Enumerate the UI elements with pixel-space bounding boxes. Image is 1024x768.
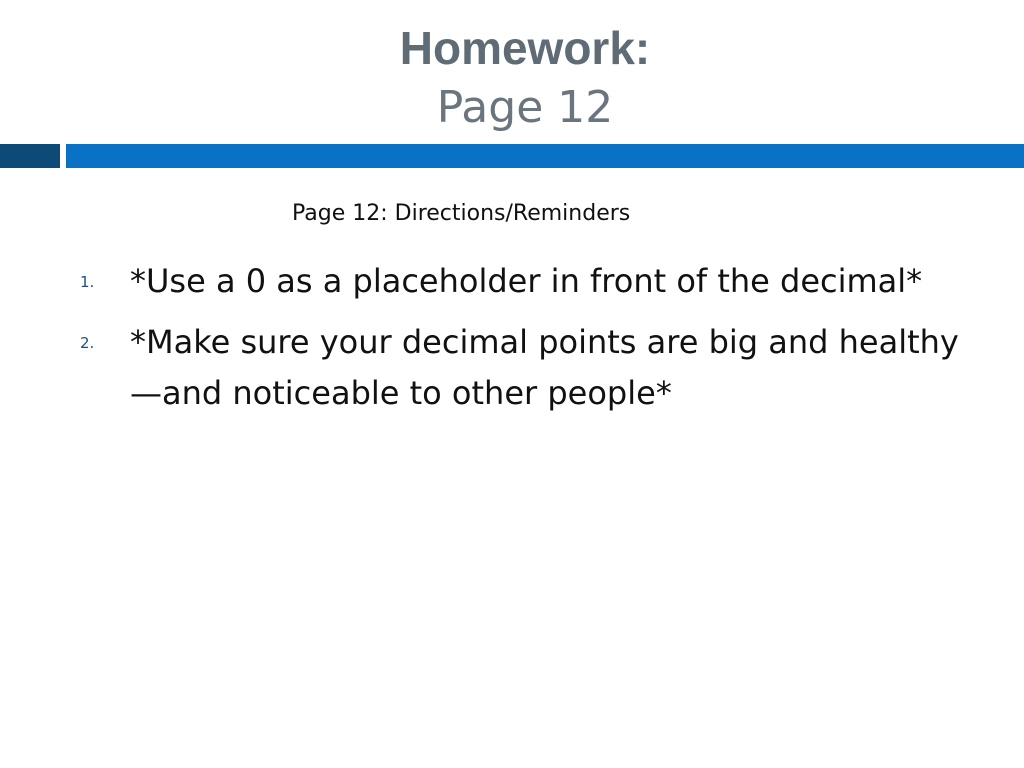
list-item (0, 317, 1000, 419)
title-heading: Homework: (399, 22, 651, 74)
list-item-number: 2. (80, 334, 95, 352)
list-item-text: *Make sure your decimal points are big and healthy—and noticeable to other people* (130, 323, 959, 412)
title-page-number: Page 12 (436, 82, 614, 133)
slide-title (0, 18, 1024, 138)
list-item (0, 256, 1000, 307)
accent-bar-blue (66, 144, 1024, 168)
accent-bar-dark (0, 144, 60, 168)
list-item-number: 1. (80, 273, 95, 291)
list-item-text: *Use a 0 as a placeholder in front of the decimal* (130, 262, 923, 300)
slide-subtitle: Page 12: Directions/Reminders (292, 201, 631, 226)
reminder-list (0, 256, 1000, 429)
